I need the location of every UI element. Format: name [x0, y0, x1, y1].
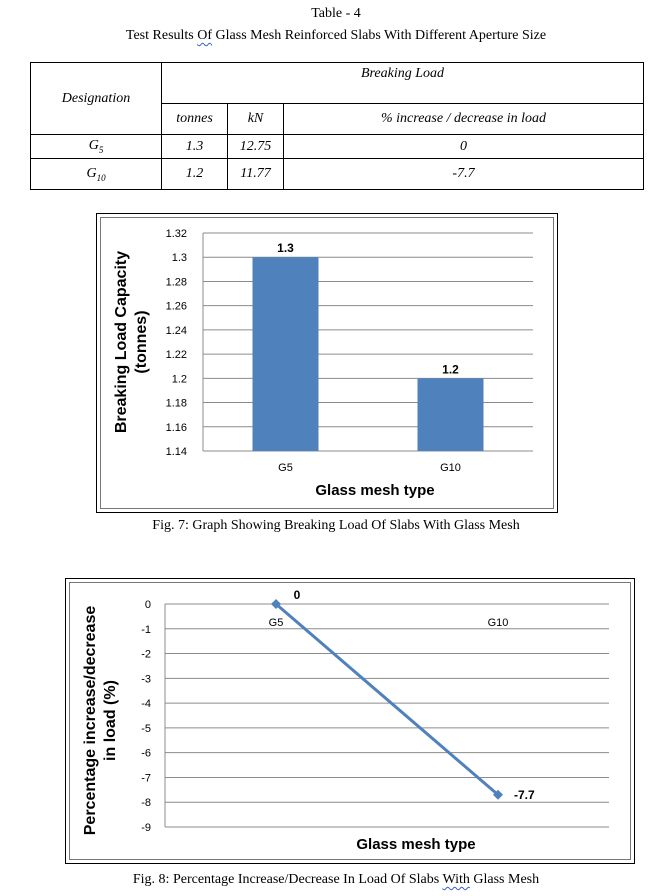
- header-tonnes: tonnes: [162, 104, 228, 135]
- table-title: [0, 28, 672, 44]
- fig8-caption-pre: Fig. 8: Percentage Increase/Decrease In Load Of Slabs: [132, 872, 443, 887]
- table-row: [31, 135, 644, 159]
- tonnes-cell: 1.3: [162, 135, 228, 159]
- y-tick-label: 1.28: [165, 276, 187, 289]
- y-tick-label: 0: [144, 599, 151, 611]
- designation-cell: $G_{10}$: [31, 159, 162, 190]
- bar: [418, 378, 484, 451]
- table-row: [31, 159, 644, 190]
- percent-cell: -7.7: [284, 159, 644, 190]
- percent-change-chart: [65, 578, 635, 864]
- fig8-caption-post: Glass Mesh: [469, 872, 540, 887]
- table-title-post: Glass Mesh Reinforced Slabs With Different Aperture Size: [212, 28, 547, 43]
- x-axis-title: Glass mesh type: [356, 836, 476, 853]
- kn-cell: 12.75: [228, 135, 284, 159]
- y-tick-label: -8: [141, 797, 151, 810]
- y-tick-label: 1.14: [165, 446, 187, 458]
- breaking-load-chart: [96, 213, 558, 513]
- y-tick-label: -7: [141, 772, 151, 785]
- percent-change-svg: [66, 579, 634, 863]
- y-tick-label: 1.22: [165, 349, 187, 362]
- y-tick-label: 1.32: [165, 228, 187, 240]
- percent-cell: 0: [284, 135, 644, 159]
- y-tick-label: 1.2: [171, 373, 187, 386]
- y-tick-label: 1.18: [165, 397, 187, 410]
- y-tick-label: -4: [141, 698, 151, 711]
- data-label: 1.3: [277, 241, 294, 256]
- y-tick-label: -3: [141, 673, 151, 686]
- y-tick-label: -1: [141, 623, 151, 636]
- y-tick-label: -9: [141, 822, 151, 834]
- results-table: [30, 62, 644, 190]
- header-designation: Designation: [31, 63, 162, 135]
- y-tick-label: -6: [141, 747, 151, 760]
- data-label: 0: [293, 588, 301, 602]
- y-tick-label: -2: [141, 648, 151, 661]
- y-axis-title: Breaking Load Capacity: [113, 250, 130, 434]
- table-title-of: Of: [197, 28, 213, 43]
- designation-cell: $G_5$: [31, 135, 162, 159]
- header-breaking-load: Breaking Load: [162, 63, 644, 104]
- series-line: [276, 604, 498, 795]
- bar: [253, 257, 319, 451]
- y-tick-label: -5: [141, 722, 151, 735]
- table-title-pre: Test Results: [125, 28, 198, 43]
- x-axis-title: Glass mesh type: [315, 482, 435, 499]
- figure-8-caption: [0, 872, 672, 888]
- x-tick-label: G10: [440, 462, 461, 474]
- header-percent: % increase / decrease in load: [284, 104, 644, 135]
- kn-cell: 11.77: [228, 159, 284, 190]
- figure-7-caption: Fig. 7: Graph Showing Breaking Load Of Slabs With Glass Mesh: [152, 518, 520, 533]
- y-tick-label: 1.16: [165, 421, 187, 434]
- tonnes-cell: 1.2: [162, 159, 228, 190]
- y-axis-title-units: in load (%): [102, 680, 119, 761]
- data-label: -7.7: [514, 787, 535, 802]
- table-number: Table - 4: [311, 6, 361, 21]
- x-tick-label: G10: [487, 617, 509, 629]
- x-tick-label: G5: [278, 462, 293, 474]
- y-tick-label: 1.24: [165, 324, 187, 337]
- y-tick-label: 1.26: [165, 300, 187, 313]
- y-axis-title-units: (tonnes): [133, 310, 150, 374]
- y-axis-title: Percentage increase/decrease: [82, 605, 99, 836]
- data-label: 1.2: [442, 362, 459, 377]
- x-tick-label: G5: [268, 617, 284, 629]
- y-tick-label: 1.3: [171, 252, 187, 265]
- fig8-caption-with: With: [442, 872, 470, 887]
- header-kn: kN: [228, 104, 284, 135]
- breaking-load-svg: [97, 214, 557, 512]
